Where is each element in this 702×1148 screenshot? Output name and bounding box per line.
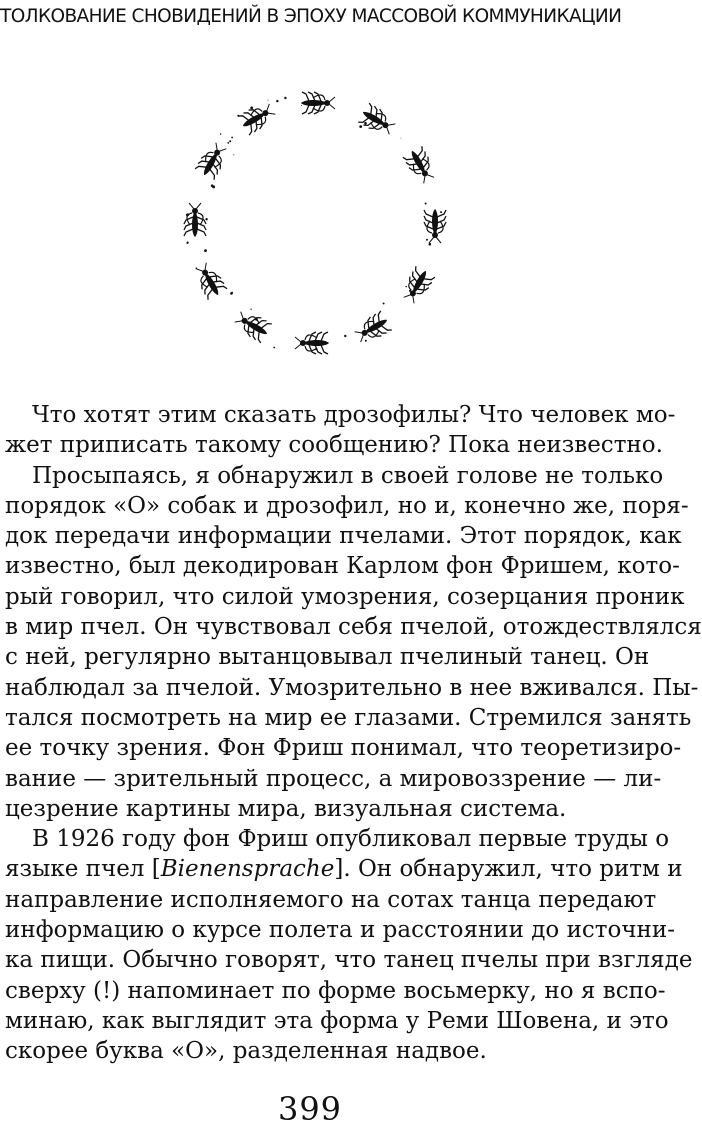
speck (318, 344, 320, 346)
fly-icon (399, 265, 435, 305)
speck (237, 115, 239, 117)
speck (196, 267, 197, 268)
text-line: цезрение картины мира, визуальная система. (5, 795, 567, 822)
speck (440, 211, 442, 213)
speck (212, 185, 215, 188)
running-title: ТОЛКОВАНИЕ СНОВИДЕНИЙ В ЭПОХУ МАССОВОЙ КОММУНИКАЦИИ (0, 6, 622, 27)
text-line: жет приписать такому сообщению? Пока неизвестно. (5, 432, 663, 459)
fly-icon (195, 140, 231, 180)
speck (364, 122, 367, 125)
speck (250, 309, 251, 310)
speck (227, 142, 229, 144)
fly-icon (295, 332, 329, 354)
fly-icon (301, 92, 335, 114)
speck (301, 105, 302, 106)
speck (401, 138, 402, 139)
speck (344, 335, 346, 337)
drosophila-flies-circle-icon (160, 78, 470, 378)
text-fragment: ]. Он обнаружил, что ритм и (334, 856, 683, 883)
text-line: порядок «О» собак и дрозофил, но и, конечно же, поря- (5, 492, 689, 519)
speck (378, 119, 379, 120)
speck (204, 249, 207, 252)
text-line: Что хотят этим сказать дрозофилы? Что человек мо- (32, 402, 676, 428)
speck (255, 318, 258, 321)
speck (429, 243, 432, 246)
fly-icon (237, 100, 277, 136)
text-line: скорее буква «О», разделенная надвое. (5, 1038, 487, 1065)
speck (220, 133, 221, 134)
text-line: минаю, как выглядит эта форма у Реми Шовена, и это (5, 1007, 669, 1034)
speck (425, 203, 427, 205)
text-line: рый говорил, что силой умозрения, созерцания проник (5, 583, 685, 610)
fly-icon (424, 209, 446, 243)
speck (205, 218, 207, 220)
text-line: ее точку зрения. Фон Фриш понимал, что теоретизиро- (5, 735, 682, 762)
text-line (5, 854, 683, 884)
speck (268, 100, 269, 101)
fly-icon (192, 260, 228, 300)
text-line: В 1926 году фон Фриш опубликовал первые труды о (32, 826, 670, 853)
speck (359, 125, 362, 128)
speck (276, 100, 278, 102)
text-line: наблюдал за пчелой. Умозрительно в нее вживался. Пы- (5, 674, 699, 701)
speck (315, 349, 317, 351)
text-fragment: языке пчел [ (5, 856, 161, 883)
text-line: направление исполняемого на сотах танца передают (5, 886, 657, 913)
speck (426, 239, 428, 241)
book-title: Bienensprache (160, 856, 335, 883)
speck (273, 347, 275, 349)
fly-icon (232, 307, 272, 343)
speck (187, 242, 189, 244)
speck (365, 340, 367, 342)
text-line: док передачи информации пчелами. Этот порядок, как (5, 523, 682, 550)
speck (405, 286, 407, 288)
text-line: сверху (!) напоминает по форме восьмерку, но я вспо- (5, 977, 666, 1004)
fly-icon (402, 145, 438, 185)
speck (231, 292, 233, 294)
speck (231, 137, 233, 139)
page-number: 399 (277, 1090, 343, 1128)
text-line: Просыпаясь, я обнаружил в своей голове не только (32, 462, 664, 489)
speck (233, 154, 234, 155)
speck (383, 303, 385, 305)
fly-icon (357, 103, 397, 139)
fly-icon (352, 310, 392, 346)
speck (229, 140, 231, 142)
speck (250, 107, 253, 110)
text-line: тался посмотреть на мир ее глазами. Стремился занять (5, 704, 692, 731)
speck (409, 290, 411, 292)
text-line: в мир пчел. Он чувствовал себя пчелой, отождествлялся (5, 614, 702, 641)
fly-icon (184, 203, 206, 237)
speck (284, 97, 286, 99)
text-line: ка пищи. Обычно говорят, что танец пчелы при взгляде (5, 947, 693, 974)
text-line: вание — зрительный процесс, а мировоззрение — ли- (5, 765, 662, 792)
text-line: с ней, регулярно вытанцовывал пчелиный танец. Он (5, 644, 650, 671)
text-line: информацию о курсе полета и расстоянии до источни- (5, 917, 675, 944)
body-text (5, 400, 702, 1067)
speck (186, 213, 189, 216)
speck (374, 119, 376, 121)
text-line: известно, был декодирован Карлом фон Фришем, кото- (5, 553, 680, 580)
